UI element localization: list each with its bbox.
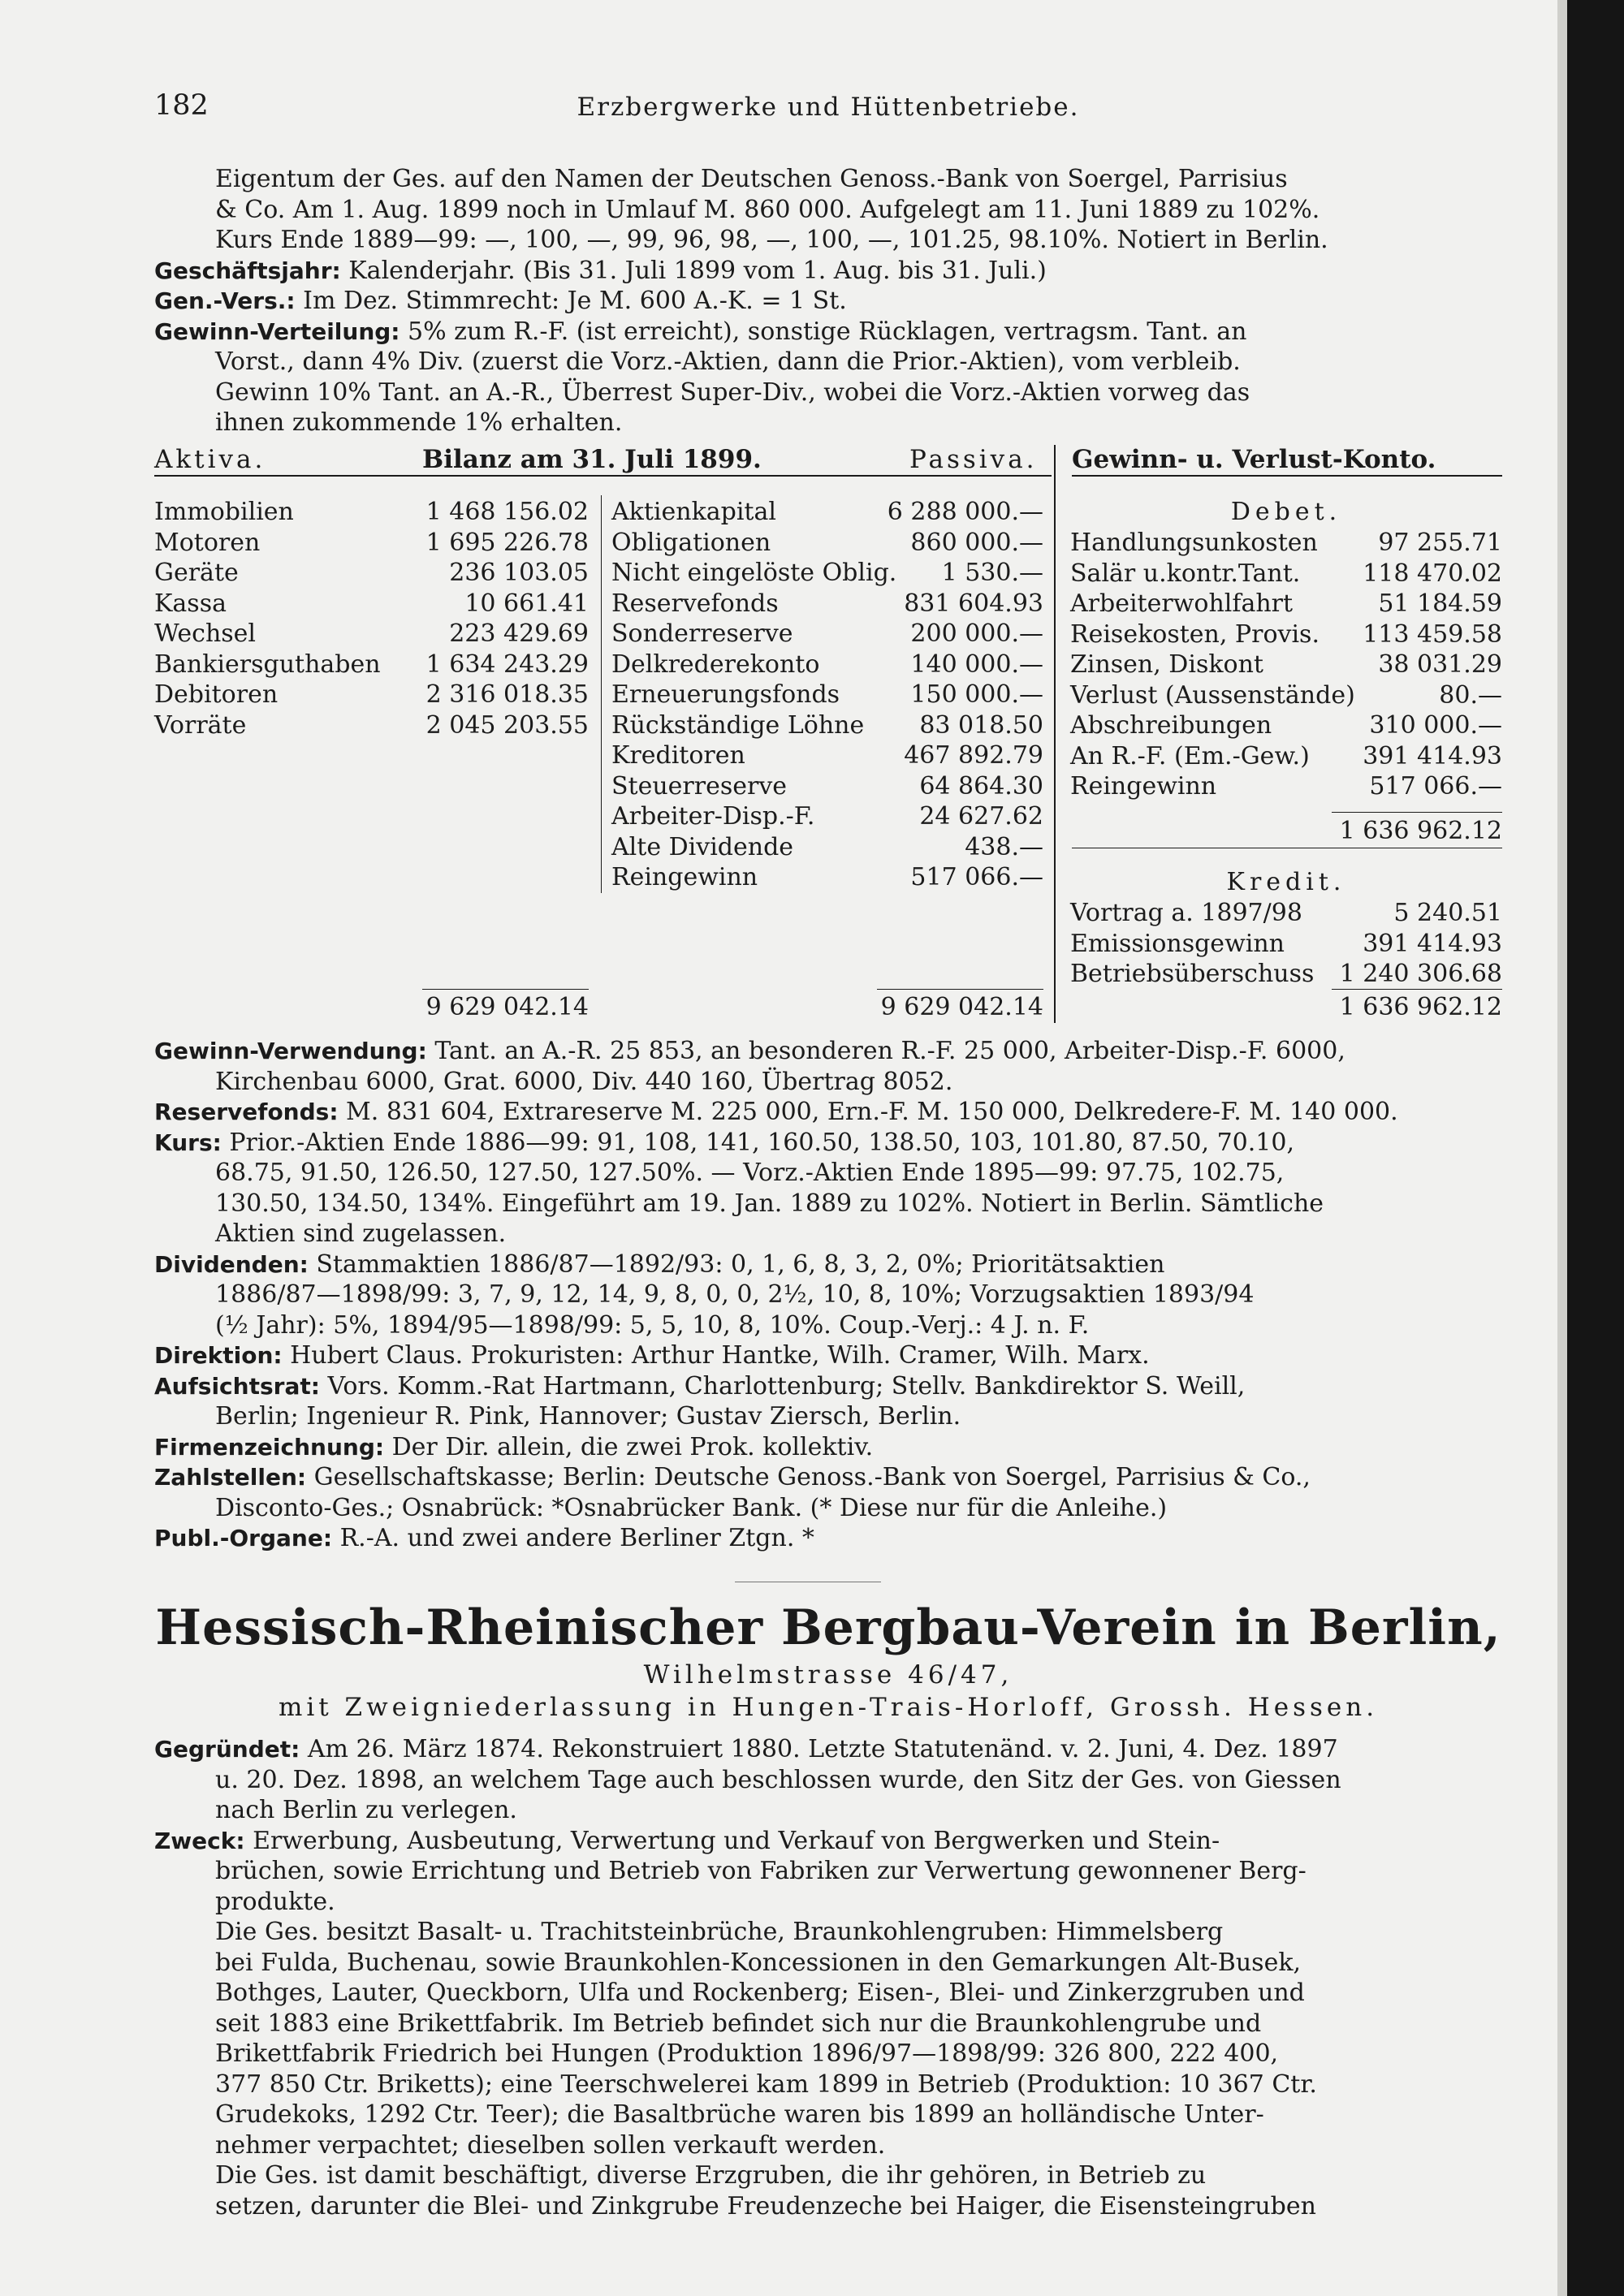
text-line	[154, 1310, 1502, 1341]
gv-title: Gewinn- u. Verlust-Konto.	[1072, 445, 1436, 474]
text-line	[154, 1948, 1502, 1979]
passiva-row	[611, 740, 1043, 771]
row-label: Wechsel	[154, 619, 257, 648]
aktiva-total-rule	[422, 989, 589, 990]
row-label: Zinsen, Diskont	[1070, 650, 1263, 679]
field-label: Geschäftsjahr:	[154, 257, 341, 284]
field-text: seit 1883 eine Brikettfabrik. Im Betrieb befindet sich nur die Braunkohlengrube und	[215, 2009, 1262, 2038]
text-line	[154, 2100, 1502, 2130]
text-line	[154, 1067, 1502, 1098]
field-text: setzen, darunter die Blei- und Zinkgrube Freudenzeche bei Haiger, die Eisensteingruben	[215, 2191, 1316, 2220]
text-line	[154, 1219, 1502, 1249]
passiva-row	[611, 528, 1043, 559]
aktiva-row	[154, 558, 589, 589]
text-line	[154, 1371, 1502, 1402]
text-line	[154, 2130, 1502, 2161]
text-line	[154, 1917, 1502, 1948]
row-label: Alte Dividende	[611, 832, 794, 861]
field-text: Am 26. März 1874. Rekonstruiert 1880. Letzte Statutenänd. v. 2. Juni, 4. Dez. 1897	[300, 1735, 1338, 1763]
aktiva-row	[154, 497, 589, 528]
field-label: Gegründet:	[154, 1736, 300, 1763]
row-amount: 140 000.—	[910, 650, 1043, 679]
debet-row	[1070, 619, 1502, 650]
field-text: Gesellschaftskasse; Berlin: Deutsche Genoss.-Bank von Soergel, Parrisius & Co.,	[306, 1463, 1311, 1491]
field-text: R.-A. und zwei andere Berliner Ztgn. *	[332, 1524, 814, 1552]
text-line	[154, 1493, 1502, 1524]
text-line	[154, 1401, 1502, 1432]
page-header	[154, 89, 1502, 130]
field-text: Die Ges. besitzt Basalt- u. Trachitsteinbrüche, Braunkohlengruben: Himmelsberg	[215, 1918, 1224, 1946]
text-line	[154, 2160, 1502, 2191]
debet-row	[1070, 589, 1502, 619]
text-line	[154, 347, 1502, 378]
row-label: Reservefonds	[611, 589, 779, 618]
text-line	[154, 1158, 1502, 1189]
row-amount: 200 000.—	[910, 619, 1043, 648]
row-amount: 10 661.41	[464, 589, 589, 618]
running-head: Erzbergwerke und Hüttenbetriebe.	[577, 93, 1080, 122]
row-amount: 310 000.—	[1369, 711, 1502, 740]
aktiva-row	[154, 589, 589, 619]
row-label: Reisekosten, Provis.	[1070, 619, 1320, 649]
row-label: Handlungsunkosten	[1070, 529, 1318, 557]
company-text	[154, 1734, 1502, 2221]
field-text: Eigentum der Ges. auf den Namen der Deutschen Genoss.-Bank von Soergel, Parrisius	[215, 165, 1288, 193]
aktiva-row	[154, 650, 589, 680]
gv-top-rule	[1072, 475, 1502, 477]
debet-total-rule	[1332, 812, 1502, 813]
field-label: Firmenzeichnung:	[154, 1433, 385, 1461]
text-line	[154, 164, 1502, 195]
field-text: Kirchenbau 6000, Grat. 6000, Div. 440 160, Übertrag 8052.	[215, 1067, 953, 1096]
row-amount: 83 018.50	[919, 710, 1043, 740]
passiva-row	[611, 862, 1043, 893]
row-amount: 113 459.58	[1363, 619, 1502, 649]
field-label: Aufsichtsrat:	[154, 1372, 320, 1400]
row-amount: 51 184.59	[1378, 589, 1502, 618]
debet-heading: Debet.	[1230, 498, 1342, 526]
field-text: Stammaktien 1886/87—1892/93: 0, 1, 6, 8, 3, 2, 0%; Prioritätsaktien	[308, 1249, 1165, 1279]
row-amount: 2 045 203.55	[425, 710, 589, 740]
field-text: Erwerbung, Ausbeutung, Verwertung und Verkauf von Bergwerken und Stein-	[244, 1826, 1220, 1855]
text-line	[154, 1765, 1502, 1796]
field-text: 1886/87—1898/99: 3, 7, 9, 12, 14, 9, 8, 0, 0, 2½, 10, 8, 10%; Vorzugsaktien 1893/94	[215, 1280, 1255, 1309]
passiva-row	[611, 680, 1043, 710]
row-amount: 1 530.—	[941, 559, 1043, 587]
text-line	[154, 1523, 1502, 1554]
aktiva-passiva-rule	[601, 495, 602, 893]
field-label: Gewinn-Verteilung:	[154, 317, 400, 345]
row-amount: 150 000.—	[910, 680, 1043, 709]
field-text: Vorst., dann 4% Div. (zuerst die Vorz.-Aktien, dann die Prior.-Aktien), vom verbleib.	[215, 347, 1241, 376]
row-label: Immobilien	[154, 498, 294, 526]
row-amount: 517 066.—	[1369, 772, 1502, 801]
row-amount: 391 414.93	[1363, 929, 1502, 958]
text-line	[154, 256, 1502, 287]
row-label: Nicht eingelöste Oblig.	[611, 559, 897, 587]
passiva-total-rule	[877, 989, 1043, 990]
debet-row	[1070, 650, 1502, 680]
kredit-row	[1070, 959, 1502, 990]
kredit-column	[1070, 898, 1502, 990]
passiva-row	[611, 589, 1043, 619]
field-label: Gewinn-Verwendung:	[154, 1038, 427, 1064]
debet-row	[1070, 710, 1502, 741]
passiva-row	[611, 619, 1043, 650]
field-text: Berlin; Ingenieur R. Pink, Hannover; Gustav Ziersch, Berlin.	[215, 1402, 961, 1431]
field-text: M. 831 604, Extrareserve M. 225 000, Ern.-F. M. 150 000, Delkredere-F. M. 140 000.	[338, 1098, 1398, 1126]
passiva-row	[611, 771, 1043, 802]
row-amount: 860 000.—	[910, 528, 1043, 557]
row-amount: 6 288 000.—	[887, 498, 1043, 526]
row-amount: 1 468 156.02	[425, 498, 589, 526]
passiva-heading: Passiva.	[909, 445, 1038, 474]
aktiva-row	[154, 619, 589, 650]
row-amount: 38 031.29	[1378, 650, 1502, 679]
row-amount: 97 255.71	[1378, 529, 1502, 557]
row-label: Kassa	[154, 589, 227, 618]
row-amount: 1 240 306.68	[1339, 960, 1502, 988]
text-line	[154, 2039, 1502, 2069]
field-text: Kurs Ende 1889—99: —, 100, —, 99, 96, 98, —, 100, —, 101.25, 98.10%. Notiert in Berlin.	[215, 226, 1328, 254]
text-line	[154, 2009, 1502, 2039]
aktiva-heading: Aktiva.	[154, 445, 266, 474]
field-text: ihnen zukommende 1% erhalten.	[215, 408, 623, 437]
field-text: 68.75, 91.50, 126.50, 127.50, 127.50%. — Vorz.-Aktien Ende 1895—99: 97.75, 102.75,	[215, 1159, 1285, 1187]
text-line	[154, 1036, 1502, 1067]
row-amount: 1 634 243.29	[425, 650, 589, 679]
debet-row	[1070, 771, 1502, 802]
aktiva-row	[154, 710, 589, 741]
row-label: Vortrag a. 1897/98	[1070, 899, 1302, 927]
row-label: Steuerreserve	[611, 771, 788, 801]
field-label: Dividenden:	[154, 1250, 309, 1278]
row-amount: 438.—	[965, 832, 1043, 861]
text-line	[154, 286, 1502, 317]
row-amount: 5 240.51	[1393, 899, 1502, 927]
text-line	[154, 1340, 1502, 1371]
field-label: Direktion:	[154, 1342, 283, 1369]
after-balance-text	[154, 1036, 1502, 1554]
passiva-row	[611, 832, 1043, 863]
text-line	[154, 2191, 1502, 2222]
kredit-row	[1070, 929, 1502, 960]
gv-kredit-heading-wrap	[1070, 867, 1502, 898]
debet-row	[1070, 741, 1502, 772]
intro-text	[154, 164, 1502, 438]
field-text: u. 20. Dez. 1898, an welchem Tage auch beschlossen wurde, den Sitz der Ges. von Giessen	[215, 1765, 1341, 1794]
row-label: Rückständige Löhne	[611, 710, 865, 740]
row-label: Arbeiter-Disp.-F.	[611, 802, 815, 831]
balance-top-rule	[154, 475, 1052, 477]
debet-column	[1070, 528, 1502, 802]
row-label: Reingewinn	[611, 863, 758, 891]
field-text: Disconto-Ges.; Osnabrück: *Osnabrücker Bank. (* Diese nur für die Anleihe.)	[215, 1493, 1168, 1522]
field-text: Der Dir. allein, die zwei Prok. kollektiv.	[384, 1432, 874, 1461]
text-line	[154, 1978, 1502, 2009]
aktiva-row	[154, 528, 589, 559]
debet-row	[1070, 680, 1502, 711]
text-line	[154, 1280, 1502, 1310]
field-text: Gewinn 10% Tant. an A.-R., Überrest Super-Div., wobei die Vorz.-Aktien vorweg das	[215, 378, 1250, 407]
field-text: Aktien sind zugelassen.	[215, 1219, 507, 1248]
balance-right-rule	[1054, 445, 1056, 1023]
balance-headers	[154, 445, 1502, 477]
field-text: 377 850 Ctr. Briketts); eine Teerschwelerei kam 1899 in Betrieb (Produktion: 10 367 Ctr.	[215, 2069, 1317, 2099]
row-amount: 391 414.93	[1363, 741, 1502, 770]
text-line	[154, 2069, 1502, 2100]
text-line	[154, 225, 1502, 256]
text-line	[154, 1128, 1502, 1159]
debet-total: 1 636 962.12	[1339, 817, 1502, 845]
row-amount: 80.—	[1439, 680, 1502, 710]
passiva-row	[611, 801, 1043, 832]
row-amount: 1 695 226.78	[425, 528, 589, 557]
field-label: Kurs:	[154, 1129, 222, 1156]
row-amount: 223 429.69	[449, 619, 589, 648]
text-line	[154, 1462, 1502, 1493]
gv-debet-heading-wrap	[1070, 497, 1502, 528]
passiva-row	[611, 558, 1043, 589]
page-number: 182	[154, 89, 209, 122]
row-label: Verlust (Aussenstände)	[1070, 680, 1355, 710]
row-label: Debitoren	[154, 680, 279, 709]
row-label: Geräte	[154, 559, 239, 587]
row-label: Arbeiterwohlfahrt	[1070, 589, 1294, 618]
passiva-row	[611, 497, 1043, 528]
field-text: Tant. an A.-R. 25 853, an besonderen R.-F. 25 000, Arbeiter-Disp.-F. 6000,	[426, 1037, 1345, 1065]
text-line	[154, 195, 1502, 226]
field-text: (½ Jahr): 5%, 1894/95—1898/99: 5, 5, 10, 8, 10%. Coup.-Verj.: 4 J. n. F.	[215, 1310, 1090, 1340]
passiva-row	[611, 650, 1043, 680]
company-address: Wilhelmstrasse 46/47,	[643, 1660, 1013, 1690]
row-label: Aktienkapital	[611, 498, 776, 526]
row-label: Sonderreserve	[611, 619, 793, 648]
row-label: Delkrederekonto	[611, 650, 820, 679]
row-amount: 24 627.62	[919, 802, 1043, 831]
passiva-row	[611, 710, 1043, 741]
text-line	[154, 317, 1502, 347]
debet-row	[1070, 528, 1502, 559]
row-amount: 64 864.30	[919, 771, 1043, 801]
text-line	[154, 1189, 1502, 1219]
passiva-column	[611, 497, 1043, 893]
field-text: produkte.	[215, 1887, 335, 1916]
row-label: Vorräte	[154, 710, 247, 740]
debet-row	[1070, 559, 1502, 589]
text-line	[154, 408, 1502, 438]
field-label: Zahlstellen:	[154, 1464, 307, 1491]
field-text: 130.50, 134.50, 134%. Eingeführt am 19. Jan. 1889 zu 102%. Notiert in Berlin. Sämtliche	[215, 1189, 1324, 1218]
row-label: Obligationen	[611, 528, 771, 557]
row-label: Salär u.kontr.Tant.	[1070, 559, 1301, 588]
text-line	[154, 1734, 1502, 1765]
field-text: Hubert Claus. Prokuristen: Arthur Hantke, Wilh. Cramer, Wilh. Marx.	[282, 1341, 1150, 1370]
text-line	[154, 1432, 1502, 1463]
field-text: Grudekoks, 1292 Ctr. Teer); die Basaltbrüche waren bis 1899 an holländische Unter-	[215, 2100, 1264, 2129]
field-text: & Co. Am 1. Aug. 1899 noch in Umlauf M. 860 000. Aufgelegt am 11. Juni 1889 zu 102%.	[215, 195, 1320, 224]
text-line	[154, 1856, 1502, 1887]
text-line	[154, 1887, 1502, 1918]
kredit-total-rule	[1332, 989, 1502, 990]
field-label: Publ.-Organe:	[154, 1525, 333, 1552]
aktiva-row	[154, 680, 589, 710]
row-label: Erneuerungsfonds	[611, 680, 840, 709]
field-text: brüchen, sowie Errichtung und Betrieb von Fabriken zur Verwertung gewonnener Berg-	[215, 1857, 1307, 1885]
field-text: Im Dez. Stimmrecht: Je M. 600 A.-K. = 1 St.	[295, 287, 847, 315]
passiva-total: 9 629 042.14	[880, 993, 1043, 1021]
row-label: Abschreibungen	[1070, 711, 1272, 740]
row-amount: 517 066.—	[910, 863, 1043, 891]
field-text: Kalenderjahr. (Bis 31. Juli 1899 vom 1. Aug. bis 31. Juli.)	[340, 256, 1047, 285]
field-text: Die Ges. ist damit beschäftigt, diverse Erzgruben, die ihr gehören, in Betrieb zu	[215, 2161, 1207, 2190]
text-line	[154, 1097, 1502, 1128]
page-edge-shadow	[1567, 0, 1624, 2296]
kredit-row	[1070, 898, 1502, 929]
field-text: Bothges, Lauter, Queckborn, Ulfa und Rockenberg; Eisen-, Blei- und Zinkerzgruben und	[215, 1979, 1305, 2007]
text-line	[154, 378, 1502, 408]
field-label: Zweck:	[154, 1827, 245, 1854]
aktiva-total: 9 629 042.14	[425, 993, 589, 1021]
row-label: Reingewinn	[1070, 772, 1217, 801]
row-label: An R.-F. (Em.-Gew.)	[1070, 741, 1310, 770]
row-amount: 118 470.02	[1363, 559, 1502, 588]
field-label: Gen.-Vers.:	[154, 287, 296, 314]
field-text: Prior.-Aktien Ende 1886—99: 91, 108, 141, 160.50, 138.50, 103, 101.80, 87.50, 70.10,	[221, 1128, 1294, 1157]
aktiva-column	[154, 497, 589, 740]
row-label: Kreditoren	[611, 741, 745, 770]
row-label: Betriebsüberschuss	[1070, 960, 1315, 988]
row-amount: 467 892.79	[904, 741, 1043, 770]
row-amount: 236 103.05	[449, 559, 589, 587]
company-branch: mit Zweigniederlassung in Hungen-Trais-Horloff, Grossh. Hessen.	[278, 1693, 1379, 1722]
field-text: bei Fulda, Buchenau, sowie Braunkohlen-Koncessionen in den Gemarkungen Alt-Busek,	[215, 1948, 1302, 1977]
kredit-total: 1 636 962.12	[1339, 993, 1502, 1021]
balance-title: Bilanz am 31. Juli 1899.	[422, 445, 762, 474]
text-line	[154, 1249, 1502, 1280]
text-line	[154, 1795, 1502, 1826]
field-text: Vors. Komm.-Rat Hartmann, Charlottenburg; Stellv. Bankdirektor S. Weill,	[319, 1371, 1246, 1400]
row-amount: 2 316 018.35	[425, 680, 589, 709]
company-title: Hessisch-Rheinischer Bergbau-Verein in Berlin,	[155, 1599, 1501, 1656]
row-label: Emissionsgewinn	[1070, 929, 1285, 958]
field-text: 5% zum R.-F. (ist erreicht), sonstige Rücklagen, vertragsm. Tant. an	[400, 317, 1247, 346]
field-label: Reservefonds:	[154, 1098, 339, 1125]
text-line	[154, 1826, 1502, 1857]
page-gutter	[1557, 0, 1567, 2296]
row-amount: 831 604.93	[904, 589, 1043, 618]
field-text: nach Berlin zu verlegen.	[215, 1796, 517, 1824]
field-text: Brikettfabrik Friedrich bei Hungen (Produktion 1896/97—1898/99: 326 800, 222 400,	[215, 2039, 1279, 2068]
row-label: Motoren	[154, 528, 261, 557]
field-text: nehmer verpachtet; dieselben sollen verkauft werden.	[215, 2130, 886, 2160]
row-label: Bankiersguthaben	[154, 650, 381, 679]
kredit-heading: Kredit.	[1226, 868, 1346, 896]
